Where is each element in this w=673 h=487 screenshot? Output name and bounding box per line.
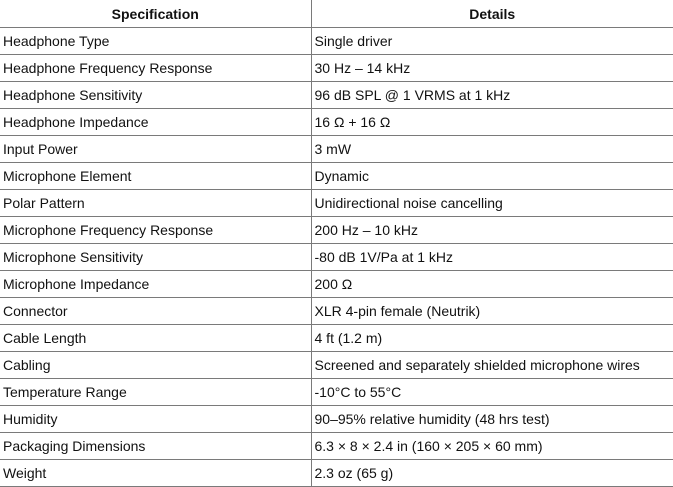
spec-detail-cell: -80 dB 1V/Pa at 1 kHz: [311, 244, 673, 271]
spec-detail-cell: 4 ft (1.2 m): [311, 325, 673, 352]
spec-name-cell: Connector: [0, 298, 311, 325]
table-row: [0, 352, 673, 379]
spec-name-cell: Weight: [0, 460, 311, 487]
spec-name-cell: Microphone Impedance: [0, 271, 311, 298]
spec-detail-cell: 200 Ω: [311, 271, 673, 298]
spec-detail-cell: 30 Hz – 14 kHz: [311, 55, 673, 82]
table-row: [0, 460, 673, 487]
spec-detail-cell: 90–95% relative humidity (48 hrs test): [311, 406, 673, 433]
spec-detail-cell: 96 dB SPL @ 1 VRMS at 1 kHz: [311, 82, 673, 109]
spec-detail-cell: XLR 4-pin female (Neutrik): [311, 298, 673, 325]
spec-detail-cell: Single driver: [311, 28, 673, 55]
table-row: [0, 244, 673, 271]
spec-detail-cell: 200 Hz – 10 kHz: [311, 217, 673, 244]
header-specification: Specification: [0, 0, 311, 28]
table-row: [0, 433, 673, 460]
table-row: [0, 55, 673, 82]
spec-name-cell: Humidity: [0, 406, 311, 433]
spec-name-cell: Temperature Range: [0, 379, 311, 406]
table-row: [0, 298, 673, 325]
spec-name-cell: Headphone Sensitivity: [0, 82, 311, 109]
spec-name-cell: Microphone Sensitivity: [0, 244, 311, 271]
table-row: [0, 109, 673, 136]
spec-name-cell: Packaging Dimensions: [0, 433, 311, 460]
spec-detail-cell: 6.3 × 8 × 2.4 in (160 × 205 × 60 mm): [311, 433, 673, 460]
table-header-row: [0, 0, 673, 28]
header-details: Details: [311, 0, 673, 28]
spec-detail-cell: -10°C to 55°C: [311, 379, 673, 406]
spec-name-cell: Headphone Type: [0, 28, 311, 55]
table-row: [0, 271, 673, 298]
table-row: [0, 325, 673, 352]
spec-name-cell: Input Power: [0, 136, 311, 163]
spec-name-cell: Microphone Element: [0, 163, 311, 190]
table-row: [0, 163, 673, 190]
table-row: [0, 28, 673, 55]
spec-name-cell: Microphone Frequency Response: [0, 217, 311, 244]
table-row: [0, 136, 673, 163]
spec-detail-cell: 3 mW: [311, 136, 673, 163]
spec-detail-cell: 16 Ω + 16 Ω: [311, 109, 673, 136]
spec-name-cell: Headphone Impedance: [0, 109, 311, 136]
table-row: [0, 190, 673, 217]
spec-detail-cell: Screened and separately shielded microphone wires: [311, 352, 673, 379]
table-row: [0, 379, 673, 406]
spec-name-cell: Headphone Frequency Response: [0, 55, 311, 82]
spec-name-cell: Cabling: [0, 352, 311, 379]
spec-name-cell: Cable Length: [0, 325, 311, 352]
spec-detail-cell: 2.3 oz (65 g): [311, 460, 673, 487]
table-row: [0, 406, 673, 433]
table-row: [0, 82, 673, 109]
spec-name-cell: Polar Pattern: [0, 190, 311, 217]
spec-detail-cell: Dynamic: [311, 163, 673, 190]
spec-detail-cell: Unidirectional noise cancelling: [311, 190, 673, 217]
table-row: [0, 217, 673, 244]
